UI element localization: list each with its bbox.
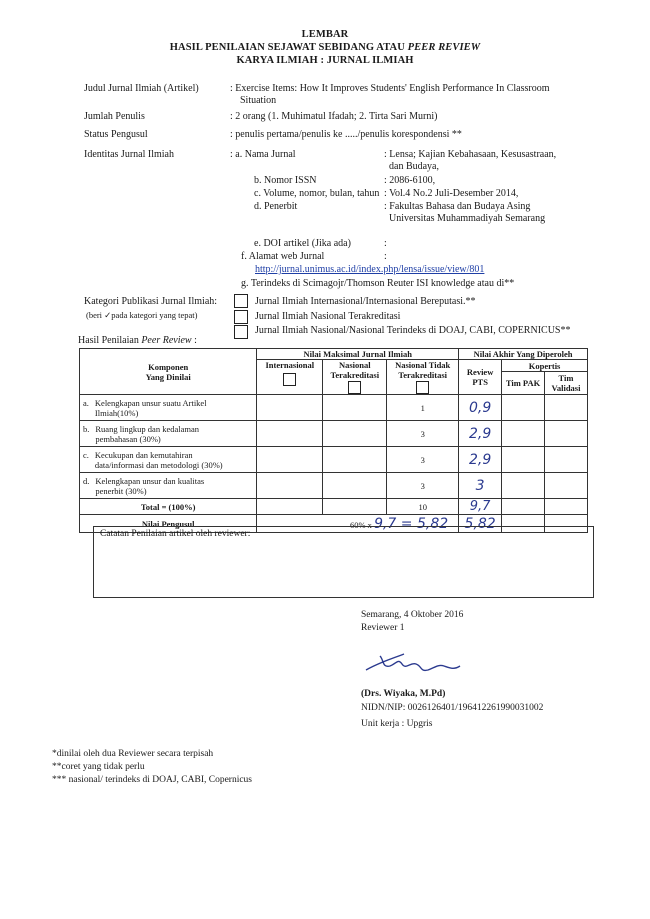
doc-title-lembar: LEMBAR xyxy=(301,29,349,40)
sign-place-date: Semarang, 4 Oktober 2016 xyxy=(361,610,464,620)
komponen-cell-inner xyxy=(83,476,253,496)
web-jurnal-link[interactable]: http://jurnal.unimus.ac.id/index.php/lensa/issue/view/801 xyxy=(255,264,485,275)
nama-jurnal-value-line2: dan Budaya, xyxy=(389,161,439,172)
nilai-review-cell: 5,82 xyxy=(459,515,502,533)
nasional-header-line2-wrap xyxy=(326,370,383,380)
komponen-text xyxy=(95,476,204,496)
nasional-tidak-header-line1: Nasional Tidak xyxy=(395,360,451,370)
internasional-cell xyxy=(257,421,323,447)
tim-validasi-line1: Tim xyxy=(558,373,574,384)
nilai-formula-prefix: 60% x xyxy=(349,519,372,530)
komponen-letter: d. xyxy=(83,475,90,486)
komponen-text-line1: Ruang lingkup dan kedalaman xyxy=(95,423,200,434)
jumlah-penulis-value: : 2 orang (1. Muhimatul Ifadah; 2. Tirta Sari Murni) xyxy=(230,111,438,122)
internasional-cell xyxy=(257,447,323,473)
footnote-3: *** nasional/ terindeks di DOAJ, CABI, Copernicus xyxy=(52,775,253,785)
kategori-checkbox-terakreditasi[interactable] xyxy=(234,310,248,324)
nasional-header-line2: Terakreditasi xyxy=(330,370,380,380)
komponen-text-line1: Kelengkapan unsur dan kualitas xyxy=(95,475,205,486)
review-header-line2: PTS xyxy=(472,377,488,387)
judul-value-line2: Situation xyxy=(240,95,277,106)
komponen-cell-inner xyxy=(83,424,253,444)
total-row xyxy=(80,499,588,515)
doc-subtitle: KARYA ILMIAH : JURNAL ILMIAH xyxy=(236,55,414,66)
nasional-tidak-checkbox[interactable] xyxy=(416,381,429,394)
tim-validasi-cell xyxy=(545,499,588,515)
doc-title-main xyxy=(0,42,650,53)
doi-label: e. DOI artikel (Jika ada) xyxy=(254,238,351,249)
catatan-label: Catatan Penilaian artikel oleh reviewer: xyxy=(100,529,251,539)
tim-pak-cell xyxy=(502,421,545,447)
tim-validasi-cell xyxy=(545,447,588,473)
kategori-checkbox-terindeks[interactable] xyxy=(234,325,248,339)
sign-role: Reviewer 1 xyxy=(361,623,405,633)
penilaian-table xyxy=(79,348,588,533)
sign-nidn: NIDN/NIP: 0026126401/196412261990031002 xyxy=(361,703,544,713)
nasional-cell xyxy=(323,421,387,447)
max-score-cell: 3 xyxy=(387,447,459,473)
review-header-line1: Review xyxy=(466,367,494,377)
internasional-checkbox[interactable] xyxy=(283,373,296,386)
tim-validasi-cell xyxy=(545,421,588,447)
kopertis-header: Kopertis xyxy=(502,360,588,372)
tim-validasi-cell xyxy=(545,395,588,421)
tim-validasi-line2: Validasi xyxy=(551,383,581,394)
doc-title-main-italic: PEER REVIEW xyxy=(407,42,481,53)
doi-value: : xyxy=(384,238,387,249)
internasional-cell xyxy=(257,499,323,515)
footnote-2: **coret yang tidak perlu xyxy=(52,762,145,772)
table-row xyxy=(80,395,588,421)
identitas-label: Identitas Jurnal Ilmiah xyxy=(84,149,174,160)
hasil-label-text: Hasil Penilaian xyxy=(78,335,142,346)
max-score-cell: 1 xyxy=(387,395,459,421)
komponen-header-line2: Yang Dinilai xyxy=(145,371,191,382)
total-max-cell: 10 xyxy=(387,499,459,515)
nilai-pengusul-label-cell: Nilai Pengusul xyxy=(80,515,257,533)
nasional-tidak-header-line2: Terakreditasi xyxy=(398,370,448,380)
komponen-cell xyxy=(80,447,257,473)
table-row xyxy=(80,447,588,473)
table-row xyxy=(80,473,588,499)
tim-pak-cell xyxy=(502,473,545,499)
nasional-header xyxy=(323,360,387,395)
table-row xyxy=(80,421,588,447)
penerbit-value-line2: Universitas Muhammadiyah Semarang xyxy=(389,213,546,224)
web-jurnal-colon: : xyxy=(384,251,387,262)
volume-value: : Vol.4 No.2 Juli-Desember 2014, xyxy=(384,188,519,199)
komponen-text-line2: data/informasi dan metodologi (30%) xyxy=(94,459,223,470)
kategori-option-terakreditasi: Jurnal Ilmiah Nasional Terakreditasi xyxy=(255,311,401,322)
nasional-checkbox[interactable] xyxy=(348,381,361,394)
nama-jurnal-value-line1: : Lensa; Kajian Kebahasaan, Kesusastraan, xyxy=(384,149,557,160)
komponen-text-line1: Kecukupan dan kemutahiran xyxy=(94,449,193,460)
nasional-cell xyxy=(323,447,387,473)
review-score-cell: 3 xyxy=(459,473,502,499)
catatan-box[interactable] xyxy=(93,526,594,598)
nasional-tidak-header xyxy=(387,360,459,395)
nama-jurnal-label: : a. Nama Jurnal xyxy=(230,149,296,160)
web-jurnal-label: f. Alamat web Jurnal xyxy=(241,251,325,262)
komponen-text-line1: Kelengkapan unsur suatu Artikel xyxy=(94,397,207,408)
review-score-cell: 2,9 xyxy=(459,421,502,447)
kategori-option-terindeks: Jurnal Ilmiah Nasional/Nasional Terindeks di DOAJ, CABI, COPERNICUS** xyxy=(255,325,571,336)
kategori-option-internasional: Jurnal Ilmiah Internasional/Internasional Bereputasi.** xyxy=(255,296,476,307)
kategori-label: Kategori Publikasi Jurnal Ilmiah: xyxy=(84,296,218,307)
komponen-cell xyxy=(80,421,257,447)
tim-pak-cell xyxy=(502,395,545,421)
penerbit-label: d. Penerbit xyxy=(254,201,298,212)
judul-label: Judul Jurnal Ilmiah (Artikel) xyxy=(84,83,199,94)
max-score-cell: 3 xyxy=(387,421,459,447)
komponen-letter: b. xyxy=(83,423,90,434)
komponen-cell xyxy=(80,395,257,421)
nilai-akhir-header: Nilai Akhir Yang Diperoleh xyxy=(459,349,588,360)
total-review-cell: 9,7 xyxy=(459,499,502,515)
komponen-text xyxy=(95,398,207,418)
hasil-label-colon: : xyxy=(191,335,197,346)
status-pengusul-value: : penulis pertama/penulis ke ...../penulis korespondensi ** xyxy=(230,129,462,140)
internasional-header-text: Internasional xyxy=(265,360,315,370)
jumlah-penulis-label: Jumlah Penulis xyxy=(84,111,145,122)
tim-pak-cell xyxy=(502,447,545,473)
nilai-formula-hand: 9,7 = 5,82 xyxy=(374,515,449,532)
issn-value: : 2086-6100, xyxy=(384,175,436,186)
internasional-cell xyxy=(257,395,323,421)
status-pengusul-label: Status Pengusul xyxy=(84,129,148,140)
komponen-text xyxy=(95,424,199,444)
max-score-cell: 3 xyxy=(387,473,459,499)
tim-pak-cell xyxy=(502,499,545,515)
review-score-cell: 0,9 xyxy=(459,395,502,421)
volume-label: c. Volume, nomor, bulan, tahun xyxy=(254,188,380,199)
sign-unit: Unit kerja : Upgris xyxy=(361,719,433,729)
komponen-header-line1: Komponen xyxy=(148,361,189,372)
tim-validasi-header xyxy=(545,372,588,395)
judul-value-line1: : Exercise Items: How It Improves Students' English Performance In Classroom xyxy=(230,83,550,94)
nasional-cell xyxy=(323,499,387,515)
komponen-letter: a. xyxy=(83,397,89,408)
tim-pak-header: Tim PAK xyxy=(502,372,545,395)
kategori-checkbox-internasional[interactable] xyxy=(234,294,248,308)
sign-name: (Drs. Wiyaka, M.Pd) xyxy=(361,689,446,699)
nasional-header-line1: Nasional xyxy=(338,360,371,370)
footnote-1: *dinilai oleh dua Reviewer secara terpisah xyxy=(52,749,214,759)
issn-label: b. Nomor ISSN xyxy=(254,175,317,186)
table-header-row-1 xyxy=(80,349,588,360)
kategori-hint: (beri ✓pada kategori yang tepat) xyxy=(86,310,198,320)
terindeks-label: g. Terindeks di Scimagojr/Thomson Reuter ISI knowledge atau di** xyxy=(241,278,515,289)
nilai-maks-header: Nilai Maksimal Jurnal Ilmiah xyxy=(257,349,459,360)
komponen-header xyxy=(80,349,257,395)
nasional-cell xyxy=(323,473,387,499)
tim-validasi-cell xyxy=(545,473,588,499)
internasional-cell xyxy=(257,473,323,499)
komponen-text-line2: penerbit (30%) xyxy=(95,485,147,496)
review-score-cell: 2,9 xyxy=(459,447,502,473)
internasional-header xyxy=(257,360,323,395)
signature-scribble xyxy=(360,640,470,684)
doc-title-main-text: HASIL PENILAIAN SEJAWAT SEBIDANG ATAU xyxy=(169,42,408,53)
komponen-text xyxy=(95,450,223,470)
komponen-text-line2: pembahasan (30%) xyxy=(95,433,161,444)
komponen-letter: c. xyxy=(83,449,89,460)
nasional-cell xyxy=(323,395,387,421)
komponen-cell-inner xyxy=(83,398,253,418)
total-label-cell: Total = (100%) xyxy=(80,499,257,515)
hasil-label-italic: Peer Review xyxy=(141,335,192,346)
review-pts-header xyxy=(459,360,502,395)
penerbit-value-line1: : Fakultas Bahasa dan Budaya Asing xyxy=(384,201,531,212)
hasil-penilaian-label xyxy=(78,335,197,346)
komponen-cell xyxy=(80,473,257,499)
komponen-text-line2: Ilmiah(10%) xyxy=(94,407,139,418)
komponen-cell-inner xyxy=(83,450,253,470)
